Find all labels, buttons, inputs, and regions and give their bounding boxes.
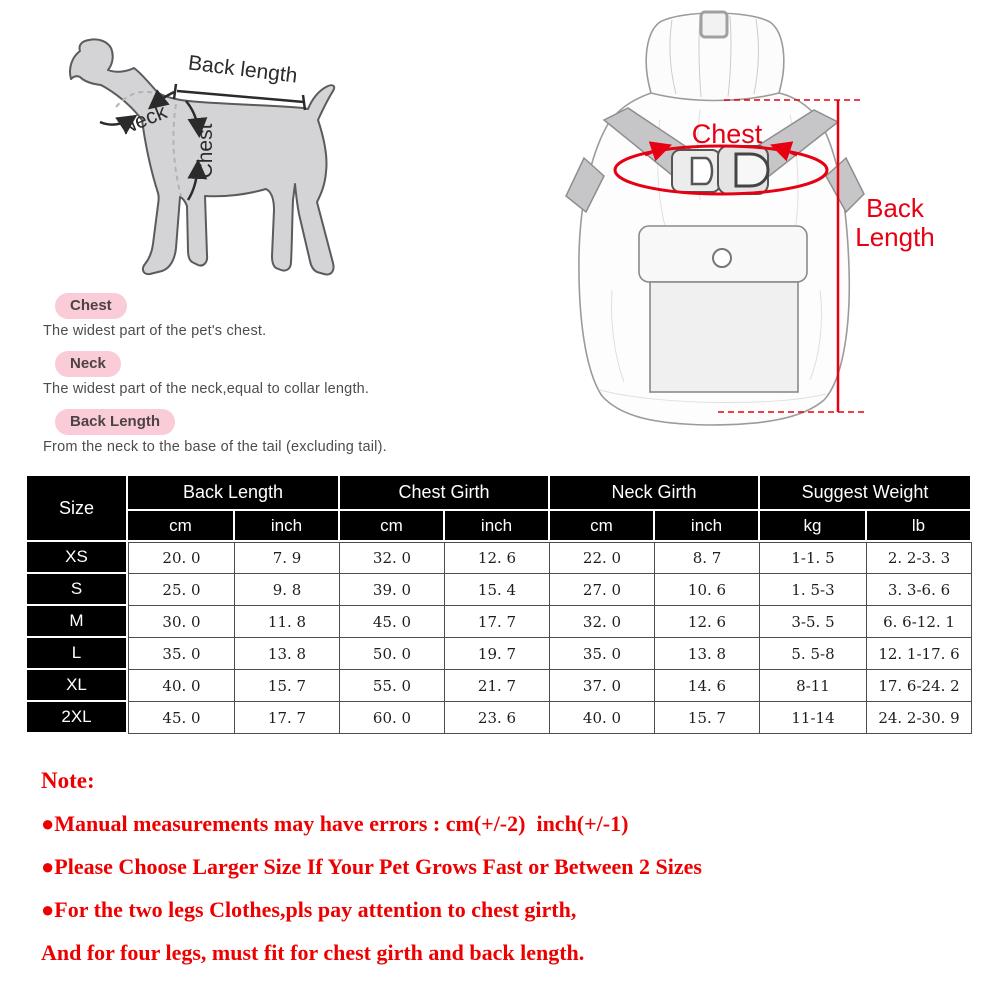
unit-lb: lb [867,511,972,542]
value-cell: 19. 7 [445,638,550,670]
definition-back-length [43,409,523,455]
table-header-group-row [27,476,972,511]
size-cell: M [27,606,128,638]
size-cell: XL [27,670,128,702]
unit-kg: kg [760,511,867,542]
value-cell: 39. 0 [340,574,445,606]
table-row [27,702,972,734]
value-cell: 6. 6-12. 1 [867,606,972,638]
value-cell: 32. 0 [340,542,445,574]
note-line: ●Manual measurements may have errors : cm(+/-2) inch(+/-1) [41,811,629,836]
notes-section [41,768,702,966]
definition-text-back-length: From the neck to the base of the tail (excluding tail). [43,439,387,455]
value-cell: 60. 0 [340,702,445,734]
note-title: Note: [41,768,95,793]
collar-hanger-loop [701,12,727,37]
table-row [27,542,972,574]
value-cell: 11. 8 [235,606,340,638]
table-row [27,606,972,638]
definition-text-neck: The widest part of the neck,equal to collar length. [43,381,370,397]
table-row [27,670,972,702]
note-line: And for four legs, must fit for chest girth and back length. [41,940,585,965]
value-cell: 37. 0 [550,670,655,702]
value-cell: 5. 5-8 [760,638,867,670]
dog-measurement-diagram [0,0,360,292]
vest-chest-label: Chest [691,119,763,149]
table-row [27,638,972,670]
definition-pill-chest: Chest [55,293,127,319]
unit-inch: inch [235,511,340,542]
value-cell: 22. 0 [550,542,655,574]
value-cell: 10. 6 [655,574,760,606]
size-cell: L [27,638,128,670]
value-cell: 13. 8 [235,638,340,670]
value-cell: 45. 0 [128,702,235,734]
value-cell: 15. 7 [655,702,760,734]
value-cell: 8. 7 [655,542,760,574]
value-cell: 13. 8 [655,638,760,670]
definition-pill-neck: Neck [55,351,121,377]
pocket-body [650,282,798,392]
value-cell: 35. 0 [128,638,235,670]
value-cell: 50. 0 [340,638,445,670]
definition-neck [43,351,523,397]
vest-back-label-line1: Back [866,193,924,223]
dog-back-length-label: Back length [186,51,299,88]
header-suggest-weight: Suggest Weight [760,476,972,511]
value-cell: 24. 2-30. 9 [867,702,972,734]
definition-chest [43,293,523,339]
value-cell: 3. 3-6. 6 [867,574,972,606]
value-cell: 40. 0 [128,670,235,702]
value-cell: 21. 7 [445,670,550,702]
value-cell: 23. 6 [445,702,550,734]
note-line: ●For the two legs Clothes,pls pay attention to chest girth, [41,897,577,922]
value-cell: 45. 0 [340,606,445,638]
vest-measurement-diagram [550,0,1000,450]
value-cell: 8-11 [760,670,867,702]
size-cell: 2XL [27,702,128,734]
measurement-definitions [43,293,523,467]
value-cell: 40. 0 [550,702,655,734]
value-cell: 17. 6-24. 2 [867,670,972,702]
value-cell: 14. 6 [655,670,760,702]
value-cell: 1. 5-3 [760,574,867,606]
unit-inch: inch [655,511,760,542]
value-cell: 1-1. 5 [760,542,867,574]
value-cell: 35. 0 [550,638,655,670]
value-cell: 32. 0 [550,606,655,638]
header-chest-girth: Chest Girth [340,476,550,511]
value-cell: 12. 1-17. 6 [867,638,972,670]
value-cell: 17. 7 [235,702,340,734]
unit-cm: cm [128,511,235,542]
dog-neck-label: Neck [117,100,171,140]
value-cell: 12. 6 [445,542,550,574]
value-cell: 2. 2-3. 3 [867,542,972,574]
value-cell: 7. 9 [235,542,340,574]
header-size: Size [27,476,128,542]
header-neck-girth: Neck Girth [550,476,760,511]
header-back-length: Back Length [128,476,340,511]
value-cell: 27. 0 [550,574,655,606]
size-table [27,476,972,734]
value-cell: 25. 0 [128,574,235,606]
value-cell: 11-14 [760,702,867,734]
size-cell: XS [27,542,128,574]
value-cell: 55. 0 [340,670,445,702]
unit-cm: cm [550,511,655,542]
size-cell: S [27,574,128,606]
value-cell: 15. 7 [235,670,340,702]
value-cell: 3-5. 5 [760,606,867,638]
table-header-units-row [27,511,972,542]
dog-chest-label: Chest [194,123,217,179]
note-line: ●Please Choose Larger Size If Your Pet Grows Fast or Between 2 Sizes [41,854,702,879]
value-cell: 9. 8 [235,574,340,606]
size-table-body [27,542,972,734]
value-cell: 15. 4 [445,574,550,606]
definition-pill-back-length: Back Length [55,409,175,435]
buckle [672,146,768,194]
definition-text-chest: The widest part of the pet's chest. [43,323,267,339]
pocket-button [713,249,731,267]
unit-cm: cm [340,511,445,542]
vest-back-label-line2: Length [855,222,935,252]
unit-inch: inch [445,511,550,542]
value-cell: 30. 0 [128,606,235,638]
value-cell: 12. 6 [655,606,760,638]
table-row [27,574,972,606]
value-cell: 17. 7 [445,606,550,638]
value-cell: 20. 0 [128,542,235,574]
